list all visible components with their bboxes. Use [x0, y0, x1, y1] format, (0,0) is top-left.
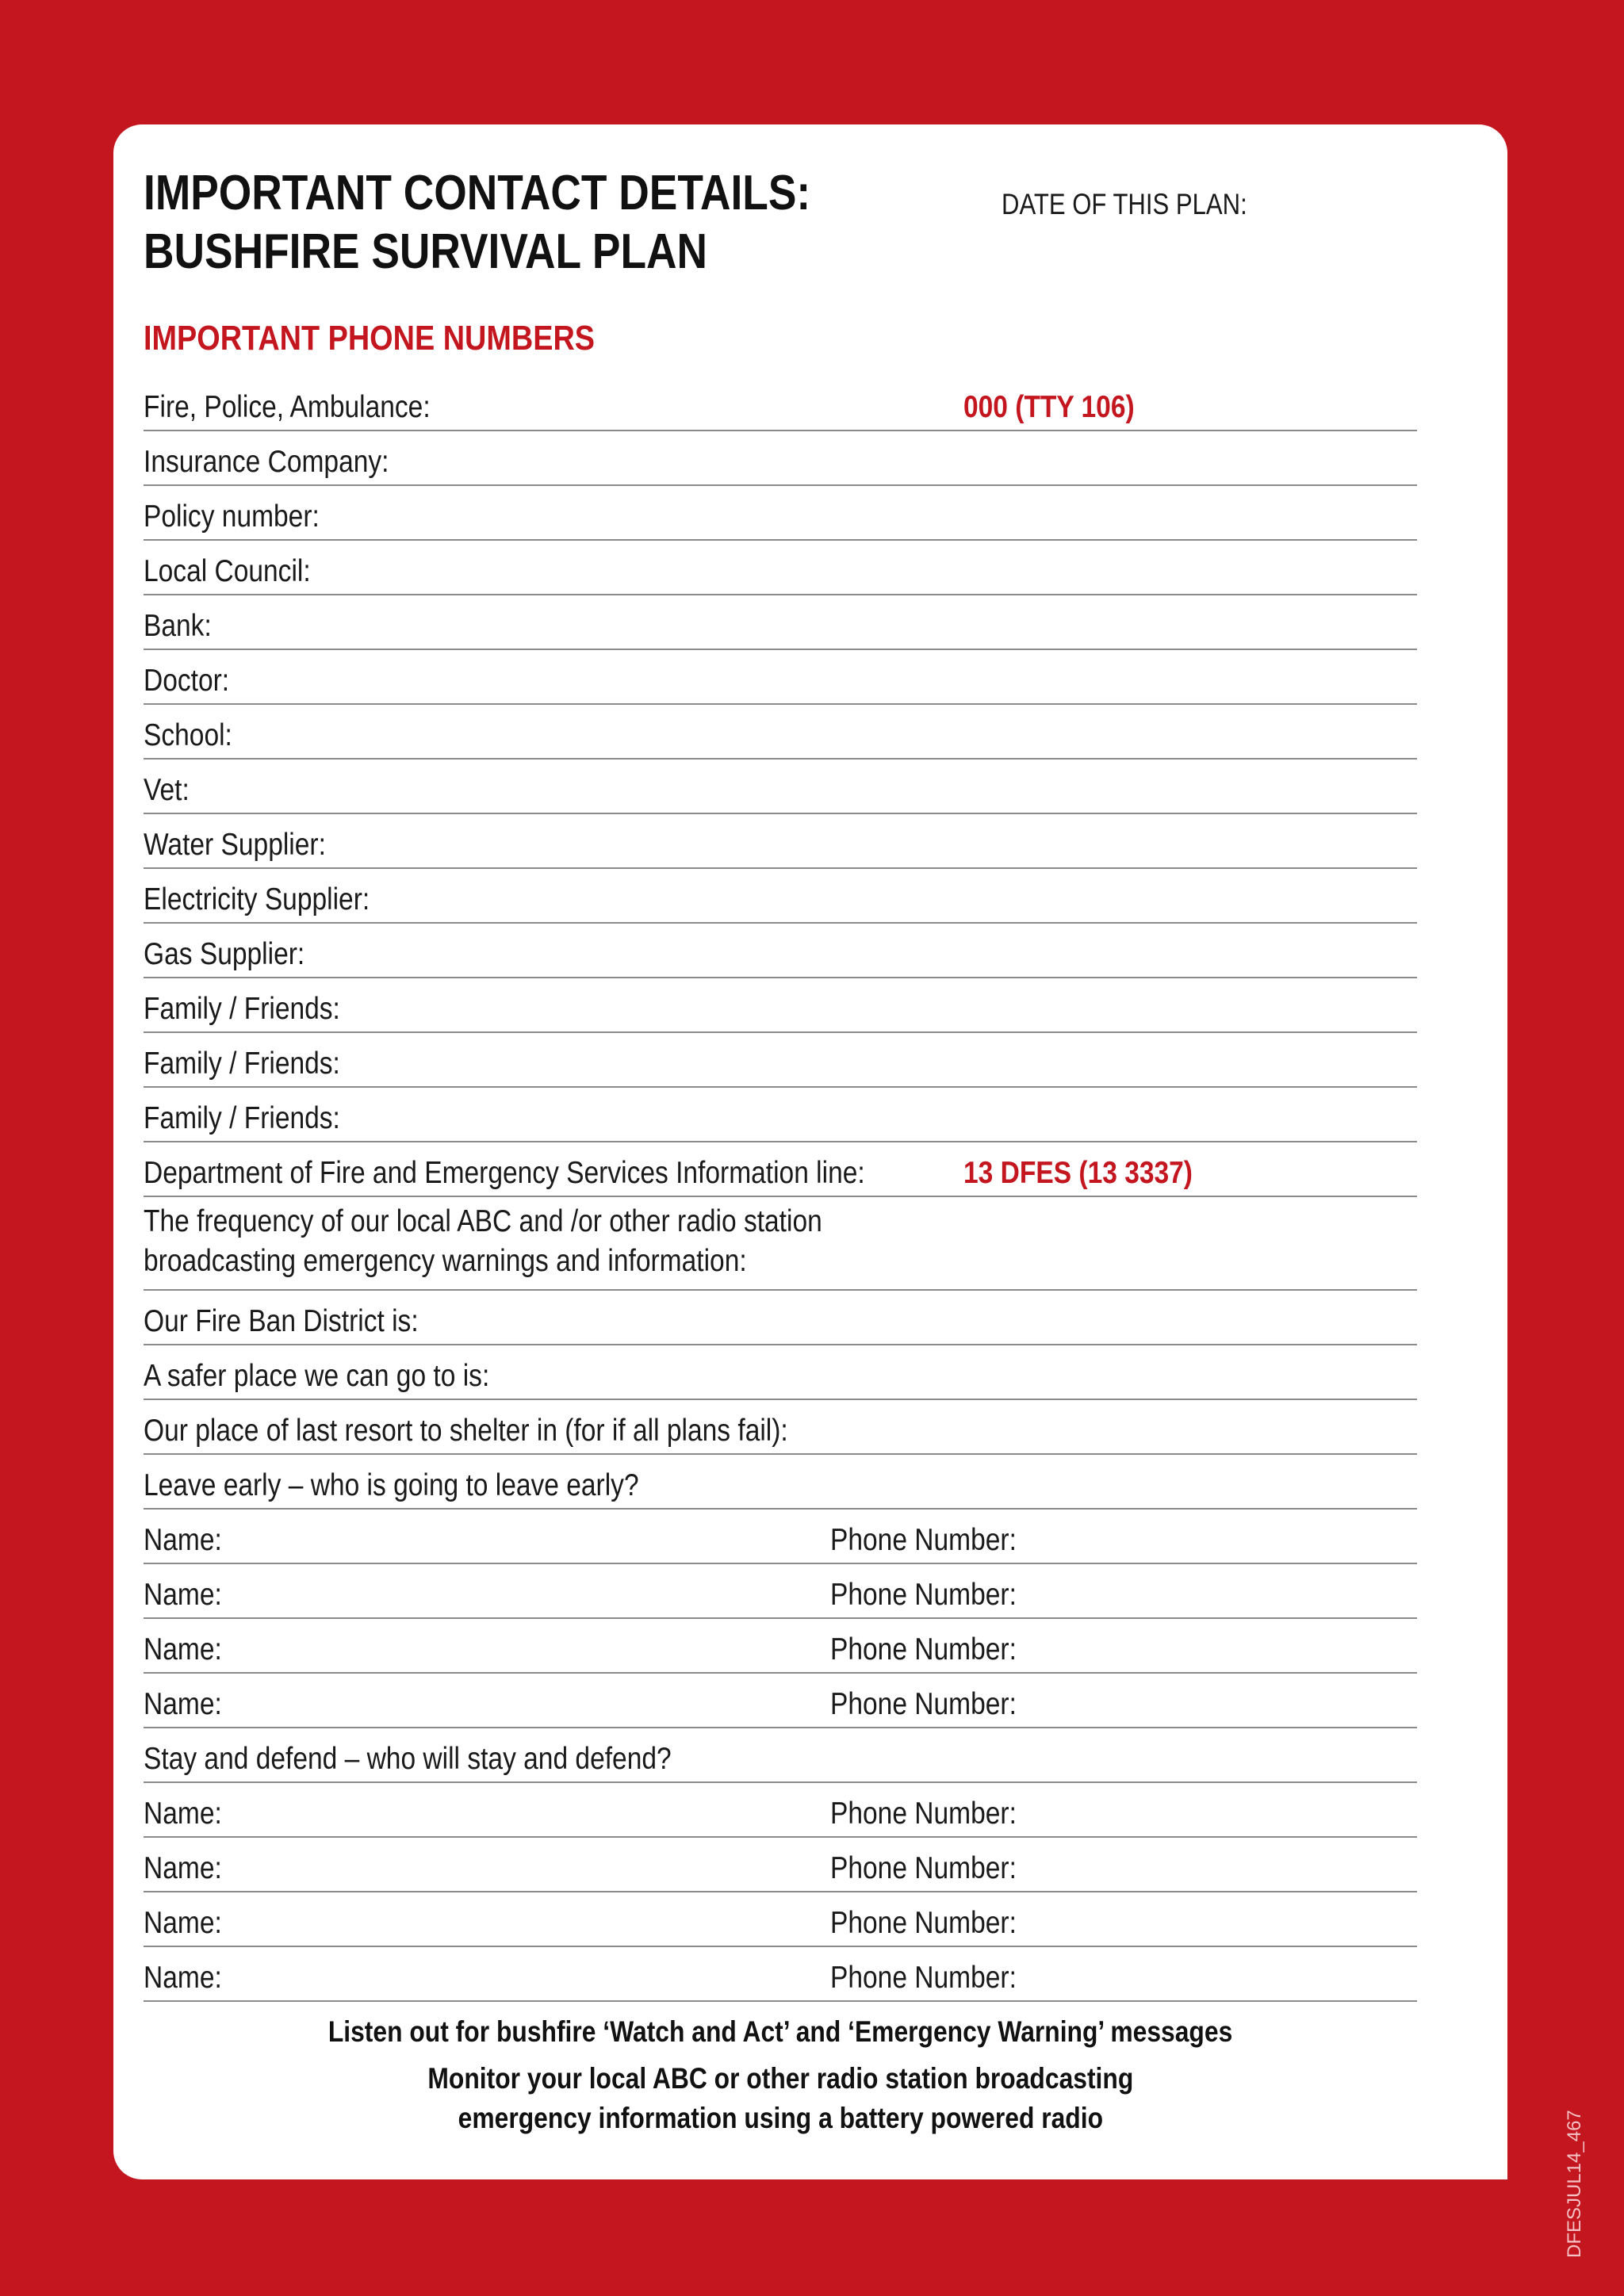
row-label: Bank: [144, 609, 212, 643]
document-code: DFESJUL14_467 [1564, 2110, 1585, 2258]
row-label: School: [144, 718, 232, 752]
row-label: Gas Supplier: [144, 937, 305, 971]
form-row-family-friends[interactable] [144, 1088, 1417, 1142]
row-label [144, 1202, 822, 1281]
form-row-local-council[interactable] [144, 541, 1417, 595]
form-row-policy-number[interactable] [144, 486, 1417, 541]
phone-number-label: Phone Number: [830, 1797, 1017, 1831]
form-row-bank[interactable] [144, 595, 1417, 650]
name-label: Name: [144, 1961, 222, 1995]
phone-number-label: Phone Number: [830, 1578, 1017, 1612]
name-label: Name: [144, 1632, 222, 1667]
form-row-vet[interactable] [144, 760, 1417, 814]
form-row-water-supplier[interactable] [144, 814, 1417, 869]
phone-number-label: Phone Number: [830, 1851, 1017, 1885]
page-title [144, 164, 810, 281]
form-row-doctor[interactable] [144, 650, 1417, 705]
row-label: Electricity Supplier: [144, 882, 370, 916]
row-label: Family / Friends: [144, 1101, 340, 1135]
radio-label-line-1: The frequency of our local ABC and /or other radio station [144, 1204, 822, 1238]
footer-radio-line-2: emergency information using a battery powered radio [458, 2102, 1103, 2134]
row-label: Water Supplier: [144, 828, 326, 862]
row-label: Our Fire Ban District is: [144, 1304, 419, 1338]
radio-label-line-2: broadcasting emergency warnings and information: [144, 1244, 747, 1278]
name-label: Name: [144, 1851, 222, 1885]
stay-defend-row[interactable] [144, 1783, 1417, 1838]
date-of-plan-label: DATE OF THIS PLAN: [1002, 188, 1247, 220]
section-heading-phone-numbers: IMPORTANT PHONE NUMBERS [144, 319, 596, 358]
leave-early-row[interactable] [144, 1674, 1417, 1728]
contact-form [144, 377, 1417, 2002]
leave-early-row[interactable] [144, 1510, 1417, 1564]
name-label: Name: [144, 1523, 222, 1557]
row-label: A safer place we can go to is: [144, 1359, 490, 1393]
name-label: Name: [144, 1906, 222, 1940]
phone-number-label: Phone Number: [830, 1906, 1017, 1940]
form-row-gas-supplier[interactable] [144, 924, 1417, 978]
dfes-info-number: 13 DFES (13 3337) [963, 1156, 1193, 1190]
row-label: Policy number: [144, 499, 320, 534]
form-row-radio-frequency[interactable] [144, 1197, 1417, 1291]
name-label: Name: [144, 1687, 222, 1721]
emergency-number: 000 (TTY 106) [963, 390, 1135, 424]
form-row-family-friends[interactable] [144, 978, 1417, 1033]
name-label: Name: [144, 1797, 222, 1831]
form-row-school[interactable] [144, 705, 1417, 760]
row-label: Family / Friends: [144, 1047, 340, 1081]
form-row-family-friends[interactable] [144, 1033, 1417, 1088]
row-label: Department of Fire and Emergency Services Information line: [144, 1156, 865, 1190]
row-label: Family / Friends: [144, 992, 340, 1026]
plan-card [113, 124, 1507, 2179]
footer-radio-line-1: Monitor your local ABC or other radio station broadcasting [427, 2062, 1133, 2095]
form-row-last-resort[interactable] [144, 1400, 1417, 1455]
row-label: Doctor: [144, 664, 230, 698]
row-label: Fire, Police, Ambulance: [144, 390, 431, 424]
footer-radio-message [427, 2059, 1133, 2138]
name-label: Name: [144, 1578, 222, 1612]
phone-number-label: Phone Number: [830, 1961, 1017, 1995]
footer-warning-message: Listen out for bushfire ‘Watch and Act’ and ‘Emergency Warning’ messages [327, 2015, 1233, 2048]
form-row-electricity-supplier[interactable] [144, 869, 1417, 924]
form-row-insurance-company[interactable] [144, 431, 1417, 486]
stay-defend-heading-row [144, 1728, 1417, 1783]
stay-defend-row[interactable] [144, 1892, 1417, 1947]
title-line-2: BUSHFIRE SURVIVAL PLAN [144, 224, 708, 279]
leave-early-row[interactable] [144, 1564, 1417, 1619]
leave-early-heading: Leave early – who is going to leave early? [144, 1468, 639, 1502]
footer-message [144, 2013, 1417, 2138]
title-line-1: IMPORTANT CONTACT DETAILS: [144, 166, 811, 220]
phone-number-label: Phone Number: [830, 1687, 1017, 1721]
form-row-dfes-info-line[interactable] [144, 1142, 1417, 1197]
phone-number-label: Phone Number: [830, 1523, 1017, 1557]
stay-defend-heading: Stay and defend – who will stay and defend? [144, 1742, 672, 1776]
stay-defend-row[interactable] [144, 1947, 1417, 2002]
stay-defend-row[interactable] [144, 1838, 1417, 1892]
form-row-safer-place[interactable] [144, 1345, 1417, 1400]
leave-early-row[interactable] [144, 1619, 1417, 1674]
form-row-emergency[interactable] [144, 377, 1417, 431]
row-label: Insurance Company: [144, 445, 389, 479]
leave-early-heading-row [144, 1455, 1417, 1510]
row-label: Vet: [144, 773, 190, 807]
phone-number-label: Phone Number: [830, 1632, 1017, 1667]
row-label: Local Council: [144, 554, 311, 588]
form-row-fire-ban-district[interactable] [144, 1291, 1417, 1345]
row-label: Our place of last resort to shelter in (for if all plans fail): [144, 1414, 788, 1448]
